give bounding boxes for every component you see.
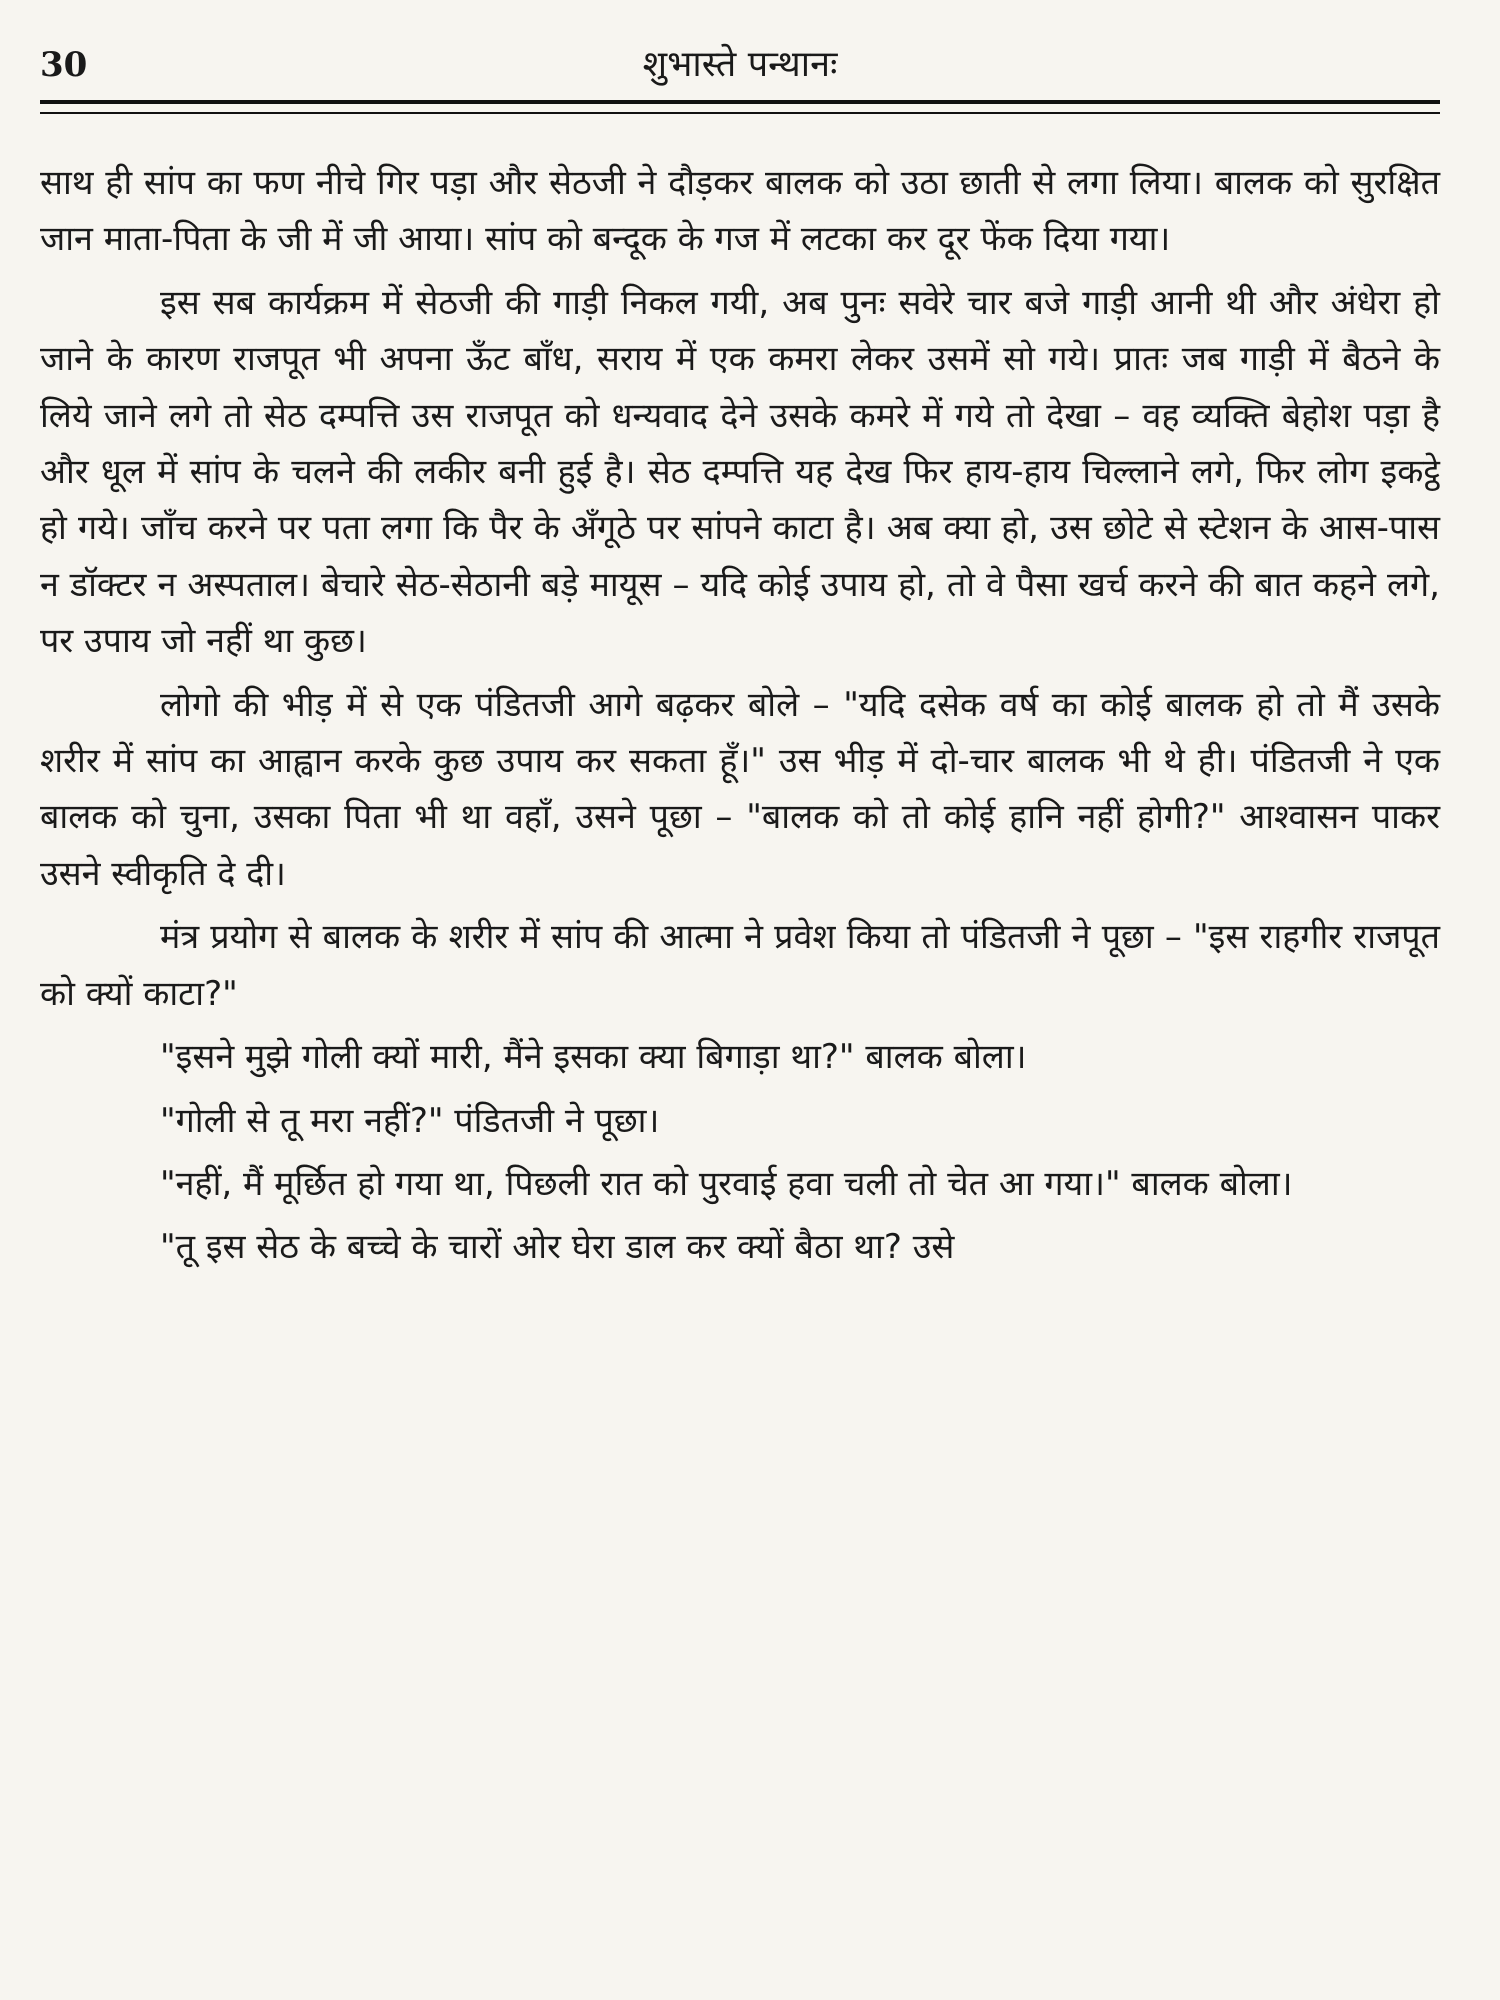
running-title: शुभास्ते पन्थानः <box>642 44 838 85</box>
paragraph: "नहीं, मैं मूर्छित हो गया था, पिछली रात को पुरवाई हवा चली तो चेत आ गया।" बालक बोला। <box>160 1163 1293 1204</box>
paragraph: लोगो की भीड़ में से एक पंडितजी आगे बढ़कर बोले – "यदि दसेक वर्ष का कोई बालक हो तो मैं उसके शरीर में सांप का आह्वान करके कुछ उपाय कर सकता हूँ।" उस भीड़ में दो-चार बालक भी थे ही। पंडितजी ने एक बालक को चुना, उसका पिता भी था वहाँ, उसने पूछा – "बालक को तो कोई हानि नहीं होगी?" आश्वासन पाकर उसने स्वीकृति दे दी। <box>40 684 1440 894</box>
body-text <box>40 155 1440 1283</box>
paragraph: "तू इस सेठ के बच्चे के चारों ओर घेरा डाल कर क्यों बैठा था? उसे <box>160 1227 955 1268</box>
paragraph: साथ ही सांप का फण नीचे गिर पड़ा और सेठजी ने दौड़कर बालक को उठा छाती से लगा लिया। बालक को सुरक्षित जान माता-पिता के जी में जी आया। सांप को बन्दूक के गज में लटका कर दूर फेंक दिया गया। <box>40 163 1440 260</box>
page-header <box>40 40 1440 90</box>
paragraph: "इसने मुझे गोली क्यों मारी, मैंने इसका क्या बिगाड़ा था?" बालक बोला। <box>160 1037 1027 1078</box>
paragraph: "गोली से तू मरा नहीं?" पंडितजी ने पूछा। <box>160 1100 660 1141</box>
header-rule-thin <box>40 112 1440 114</box>
paragraph: मंत्र प्रयोग से बालक के शरीर में सांप की आत्मा ने प्रवेश किया तो पंडितजी ने पूछा – "इस राहगीर राजपूत को क्यों काटा?" <box>40 917 1440 1014</box>
header-rule-thick <box>40 100 1440 104</box>
page-number: 30 <box>40 45 88 85</box>
paragraph: इस सब कार्यक्रम में सेठजी की गाड़ी निकल गयी, अब पुनः सवेरे चार बजे गाड़ी आनी थी और अंधेरा हो जाने के कारण राजपूत भी अपना ऊँट बाँध, सराय में एक कमरा लेकर उसमें सो गये। प्रातः जब गाड़ी में बैठने के लिये जाने लगे तो सेठ दम्पत्ति उस राजपूत को धन्यवाद देने उसके कमरे में गये तो देखा – वह व्यक्ति बेहोश पड़ा है और धूल में सांप के चलने की लकीर बनी हुई है। सेठ दम्पत्ति यह देख फिर हाय-हाय चिल्लाने लगे, फिर लोग इकट्ठे हो गये। जाँच करने पर पता लगा कि पैर के अँगूठे पर सांपने काटा है। अब क्या हो, उस छोटे से स्टेशन के आस-पास न डॉक्टर न अस्पताल। बेचारे सेठ-सेठानी बड़े मायूस – यदि कोई उपाय हो, तो वे पैसा खर्च करने की बात कहने लगे, पर उपाय जो नहीं था कुछ। <box>40 282 1440 662</box>
